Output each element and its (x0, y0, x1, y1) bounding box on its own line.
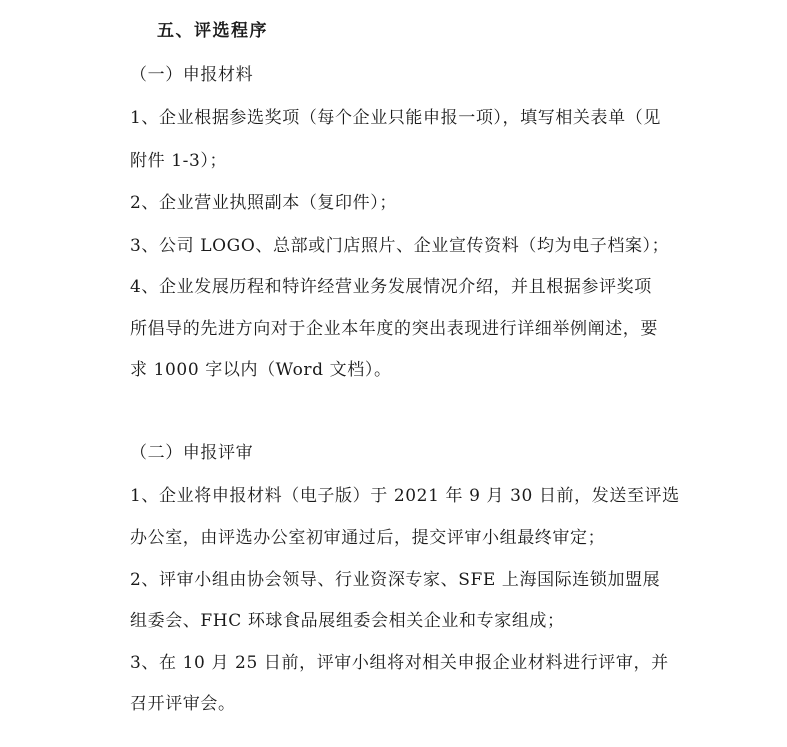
part1-item2: 2、企业营业执照副本（复印件）； (130, 193, 397, 213)
part2-item1-line2: 办公室，由评选办公室初审通过后，提交评审小组最终审定； (130, 528, 606, 548)
part2-heading: （二）申报评审 (130, 443, 254, 463)
part2-item2-line2: 组委会、FHC 环球食品展组委会相关企业和专家组成； (130, 611, 565, 631)
part1-item1-line2: 附件 1-3）； (130, 151, 228, 171)
part2-item2-line1: 2、评审小组由协会领导、行业资深专家、SFE 上海国际连锁加盟展 (130, 570, 661, 590)
part1-item4-line2: 所倡导的先进方向对于企业本年度的突出表现进行详细举例阐述，要 (130, 319, 658, 339)
part1-item4-line1: 4、企业发展历程和特许经营业务发展情况介绍，并且根据参评奖项 (130, 277, 652, 297)
part1-item3: 3、公司 LOGO、总部或门店照片、企业宣传资料（均为电子档案）； (130, 236, 670, 256)
part2-item1-line1: 1、企业将申报材料（电子版）于 2021 年 9 月 30 日前，发送至评选 (130, 486, 680, 506)
part1-item1-line1: 1、企业根据参选奖项（每个企业只能申报一项），填写相关表单（见 (130, 108, 661, 128)
part1-heading: （一）申报材料 (130, 65, 254, 85)
part1-item4-line3: 求 1000 字以内（Word 文档）。 (130, 360, 392, 380)
part2-item3-line2: 召开评审会。 (130, 694, 236, 714)
part2-item3-line1: 3、在 10 月 25 日前，评审小组将对相关申报企业材料进行评审，并 (130, 653, 669, 673)
section-title: 五、评选程序 (157, 21, 268, 41)
